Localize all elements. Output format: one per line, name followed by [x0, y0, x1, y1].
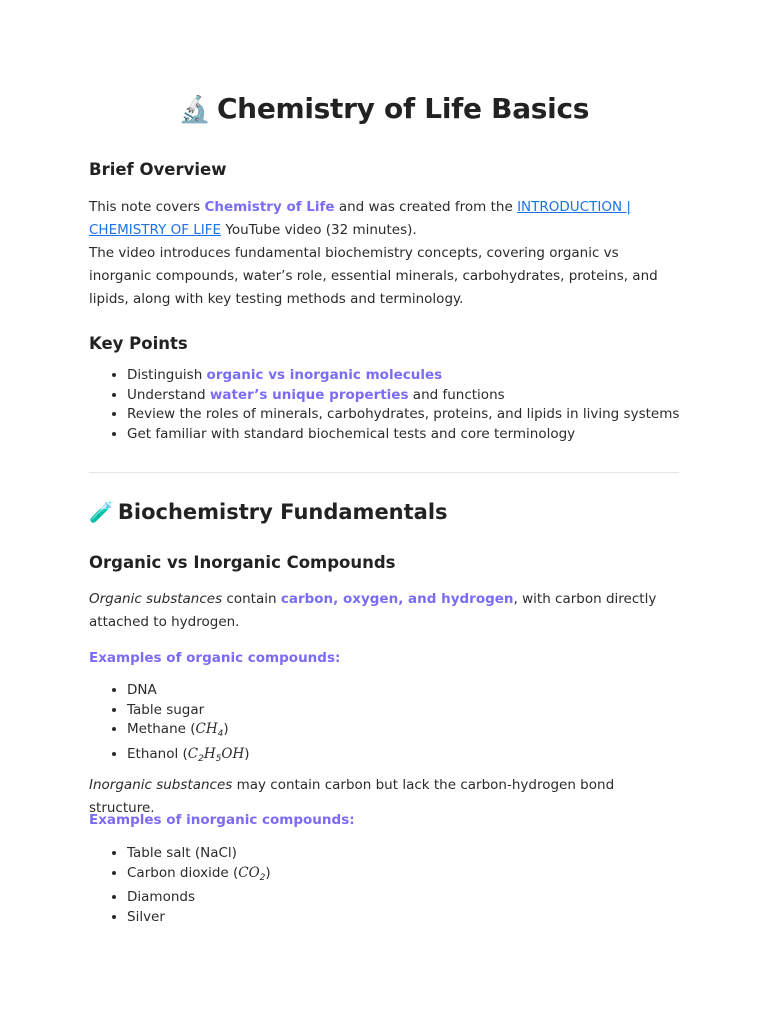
page-title: 🔬 Chemistry of Life Basics — [178, 92, 590, 125]
organic-paragraph: Organic substances contain carbon, oxygen, and hydrogen, with carbon directly attached to hydrogen. — [89, 591, 657, 630]
overview-paragraph: This note covers Chemistry of Life and was created from the INTRODUCTION | CHEMISTRY OF LIFE YouTube video (32 minutes). The video introduces fundamental biochemistry concepts, covering organic vs inorganic compounds, water’s role, essential minerals, carbohydrates, proteins, and lipids, along with key testing methods and terminology. — [89, 199, 658, 307]
key-points-heading: Key Points — [89, 334, 188, 353]
list-item: • Diamonds — [127, 888, 687, 908]
section-divider — [89, 472, 679, 473]
organic-examples-list — [107, 681, 687, 769]
list-item: • Silver — [127, 908, 687, 928]
section-heading: 🧪 Biochemistry Fundamentals — [89, 500, 448, 524]
microscope-icon: 🔬 — [178, 95, 211, 125]
inorganic-examples-label: Examples of inorganic compounds: — [89, 812, 355, 828]
overview-heading: Brief Overview — [89, 160, 227, 179]
list-item: • Ethanol $(C_2H_5OH)$ — [127, 745, 687, 770]
list-item: • DNA — [127, 681, 687, 701]
inorganic-examples-list — [107, 844, 687, 927]
key-points-list — [107, 366, 687, 444]
list-item: • Table salt (NaCl) — [127, 844, 687, 864]
overview-description: The video introduces fundamental biochemistry concepts, covering organic vs inorganic compounds, water’s role, essential minerals, carbohydrates, proteins, and lipids, along with key testing methods and terminology. — [89, 245, 658, 307]
test-tube-icon: 🧪 — [89, 500, 114, 524]
list-item: • Table sugar — [127, 701, 687, 721]
list-item: • Methane $(CH_4)$ — [127, 720, 687, 745]
list-item: • Get familiar with standard biochemical tests and core terminology — [127, 425, 687, 445]
inorganic-paragraph: Inorganic substances may contain carbon but lack the carbon-hydrogen bond structure. — [89, 777, 615, 816]
list-item: • Review the roles of minerals, carbohydrates, proteins, and lipids in living systems — [127, 405, 687, 425]
list-item: • Distinguish organic vs inorganic molecules — [127, 366, 687, 386]
list-item: • Carbon dioxide $(CO_2)$ — [127, 864, 687, 889]
topic-highlight: Chemistry of Life — [204, 199, 335, 215]
video-link[interactable]: INTRODUCTION | CHEMISTRY OF LIFE — [89, 199, 631, 238]
compounds-heading: Organic vs Inorganic Compounds — [89, 553, 396, 572]
organic-examples-label: Examples of organic compounds: — [89, 650, 341, 666]
list-item: • Understand water’s unique properties and functions — [127, 386, 687, 406]
